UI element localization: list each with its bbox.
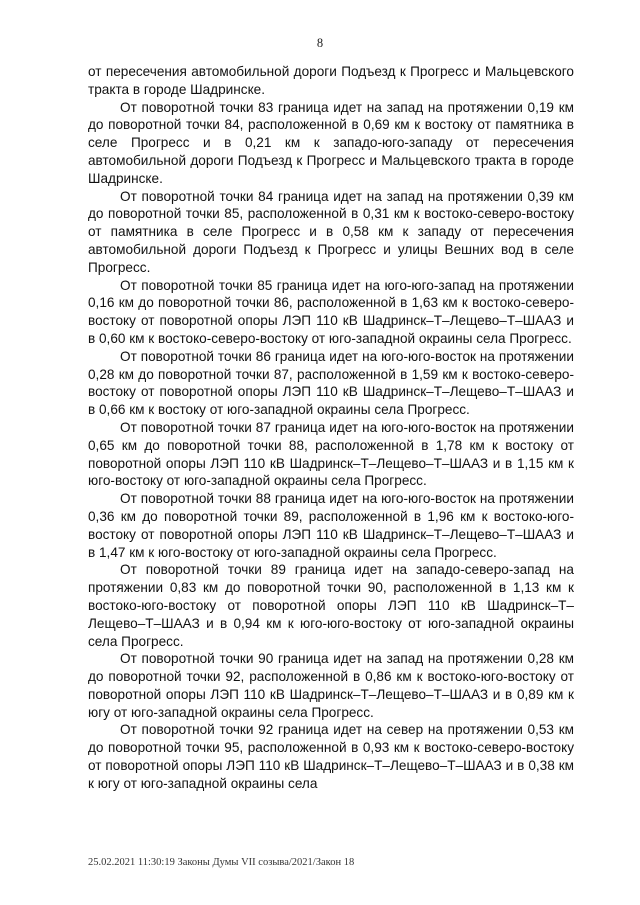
paragraph-point-92: От поворотной точки 92 граница идет на север на протяжении 0,53 км до поворотной точки 95, расположенной в 0,93 км к востоко-северо-востоку от поворотной опоры ЛЭП 110 кВ Шадринск–Т–Лещево–Т–ШААЗ и в 0,38 км к югу от юго-западной окраины села <box>88 722 574 791</box>
paragraph-point-85: От поворотной точки 85 граница идет на юго-юго-запад на протяжении 0,16 км до поворотной точки 86, расположенной в 1,63 км к востоко-северо-востоку от поворотной опоры ЛЭП 110 кВ Шадринск–Т–Лещево–Т–ШААЗ и в 0,60 км к востоко-северо-востоку от юго-западной окраины села Прогресс. <box>88 277 574 346</box>
paragraph-point-83: От поворотной точки 83 граница идет на запад на протяжении 0,19 км до поворотной точки 84, расположенной в 0,69 км к востоку от памятника в селе Прогресс и в 0,21 км к западо-юго-западу от пересечения автомобильной дороги Подъезд к Прогресс и Мальцевского тракта в городе Шадринске. <box>88 99 574 186</box>
paragraph-point-87: От поворотной точки 87 граница идет на юго-юго-восток на протяжении 0,65 км до поворотной точки 88, расположенной в 1,78 км к востоку от поворотной опоры ЛЭП 110 кВ Шадринск–Т–Лещево–Т–ШААЗ и в 1,15 км к юго-востоку от юго-западной окраины села Прогресс. <box>88 419 574 489</box>
paragraph-point-84: От поворотной точки 84 граница идет на запад на протяжении 0,39 км до поворотной точки 85, расположенной в 0,31 км к востоко-северо-востоку от памятника в селе Прогресс и в 0,58 км к западу от пересечения автомобильной дороги Подъезд к Прогресс и улицы Вешних вод в селе Прогресс. <box>88 188 574 275</box>
document-body <box>88 63 574 793</box>
paragraph-point-89: От поворотной точки 89 граница идет на западо-северо-запад на протяжении 0,83 км до поворотной точки 90, расположенной в 1,13 км к востоко-юго-востоку от поворотной опоры ЛЭП 110 кВ Шадринск–Т–Лещево–Т–ШААЗ и в 0,94 км к юго-юго-востоку от юго-западной окраины села Прогресс. <box>88 562 574 649</box>
document-footer: 25.02.2021 11:30:19 Законы Думы VII созыва/2021/Закон 18 <box>88 857 355 868</box>
page-number: 8 <box>316 36 324 50</box>
paragraph-point-86: От поворотной точки 86 граница идет на юго-юго-восток на протяжении 0,28 км до поворотной точки 87, расположенной в 1,59 км к востоко-северо-востоку от поворотной опоры ЛЭП 110 кВ Шадринск–Т–Лещево–Т–ШААЗ и в 0,66 км к востоку от юго-западной окраины села Прогресс. <box>88 348 574 418</box>
paragraph-point-90: От поворотной точки 90 граница идет на запад на протяжении 0,28 км до поворотной точки 92, расположенной в 0,86 км к востоко-юго-востоку от поворотной опоры ЛЭП 110 кВ Шадринск–Т–Лещево–Т–ШААЗ и в 0,89 км к югу от юго-западной окраины села Прогресс. <box>88 651 574 720</box>
paragraph-continuation: от пересечения автомобильной дороги Подъезд к Прогресс и Мальцевского тракта в городе Шадринске. <box>88 64 574 97</box>
paragraph-point-88: От поворотной точки 88 граница идет на юго-юго-восток на протяжении 0,36 км до поворотной точки 89, расположенной в 1,96 км к востоко-юго-востоку от поворотной опоры ЛЭП 110 кВ Шадринск–Т–Лещево–Т–ШААЗ и в 1,47 км к юго-востоку от юго-западной окраины села Прогресс. <box>88 491 574 560</box>
